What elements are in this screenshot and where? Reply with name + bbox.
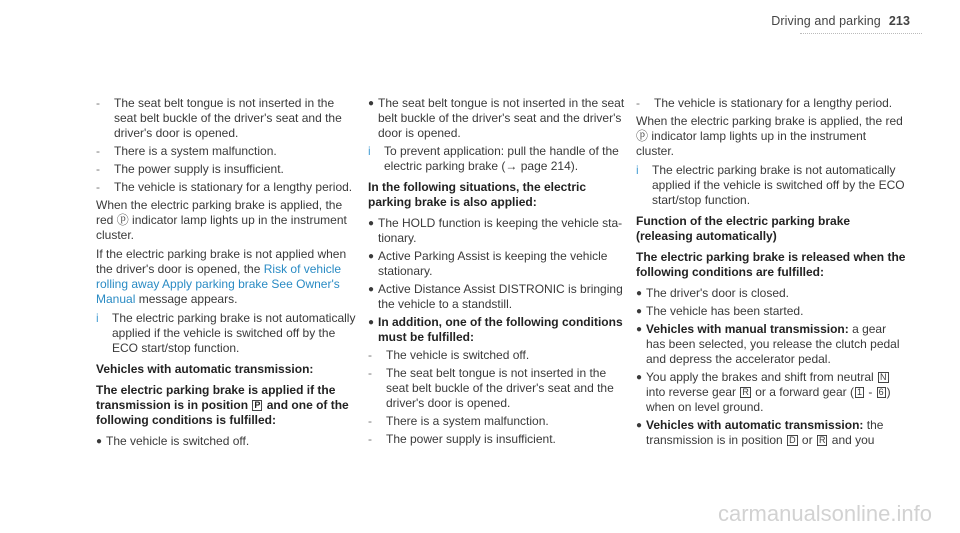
gear-r-icon: R [742, 387, 749, 397]
info-note: i The electric parking brake is not automatically applied if the vehicle is switched off by the ECO start/stop function. [636, 163, 905, 207]
paragraph: When the electric parking brake is applied, the red ⓟ indicator lamp lights up in the instrument cluster. [96, 198, 347, 242]
section-heading: Function of the electric parking brake (releasing automatically) [636, 214, 851, 243]
list-item: - The seat belt tongue is not inserted in the seat belt buckle of the driver's seat and the driver's door is opened. [96, 96, 342, 140]
list-item: - There is a system malfunction. [96, 144, 277, 158]
info-icon: i [636, 163, 639, 177]
message-link[interactable]: Risk of vehicle rolling away Apply parking brake See Owner's Manual [96, 262, 342, 306]
list-item: ● The seat belt tongue is not inserted in the seat belt buckle of the driver's seat and the driver's door is opened. [368, 96, 625, 140]
section-heading: In the following situations, the electric parking brake is also applied: [368, 180, 587, 209]
list-item: ● Vehicles with manual transmission: a gear has been selected, you release the clutch pedal and depress the accelerator pedal. [636, 322, 900, 366]
list-item: ● In addition, one of the following conditions must be fulfilled: [368, 315, 623, 344]
gear-p-icon: P [254, 400, 261, 410]
list-item: ● The driver's door is closed. [636, 286, 790, 300]
brake-lamp-icon: ⓟ [116, 213, 129, 227]
page-number: 213 [888, 14, 910, 28]
list-item: ● Active Distance Assist DISTRONIC is bringing the vehicle to a standstill. [368, 282, 623, 311]
section-heading: Vehicles with automatic transmission: [96, 362, 314, 376]
list-item: ● Active Parking Assist is keeping the vehicle stationary. [368, 249, 608, 278]
brake-lamp-icon: ⓟ [636, 129, 649, 143]
section-heading: The electric parking brake is released when the following conditions are fulfilled: [636, 250, 906, 279]
list-item: - The power supply is insufficient. [368, 432, 556, 446]
gear-d-icon: D [789, 435, 796, 445]
list-item: - The vehicle is stationary for a lengthy period. [636, 96, 893, 110]
list-item: ● The vehicle has been started. [636, 304, 804, 318]
list-item: - The vehicle is switched off. [368, 348, 530, 362]
list-item: ● Vehicles with automatic transmission: the transmission is in position D or R and you [636, 418, 884, 447]
list-item: ● The vehicle is switched off. [96, 434, 250, 448]
info-icon: i [96, 311, 99, 325]
list-item: - The seat belt tongue is not inserted in the seat belt buckle of the driver's seat and the driver's door is opened. [368, 366, 614, 410]
column-1 [96, 96, 358, 452]
gear-1-icon: 1 [856, 387, 862, 397]
list-item: ● The HOLD function is keeping the vehicle stationary. [368, 216, 623, 245]
paragraph: When the electric parking brake is applied, the red ⓟ indicator lamp lights up in the instrument cluster. [636, 114, 903, 158]
list-item: - There is a system malfunction. [368, 414, 549, 428]
watermark: carmanualsonline.info [717, 501, 932, 526]
info-icon: i [368, 144, 371, 158]
page-header [771, 14, 910, 28]
gear-n-icon: N [880, 372, 887, 382]
info-note: i The electric parking brake is not automatically applied if the vehicle is switched off by the ECO start/stop function. [96, 311, 356, 355]
gear-6-icon: 6 [878, 387, 884, 397]
info-note: i To prevent application: pull the handle of the electric parking brake (→ page 214). [368, 144, 619, 173]
section-title: Driving and parking [771, 14, 881, 28]
list-item: ● You apply the brakes and shift from neutral N into reverse gear R or a forward gear ( 1 - 6 ) when on level ground. [636, 370, 891, 414]
list-item: - The power supply is insufficient. [96, 162, 284, 176]
column-3 [636, 96, 906, 451]
list-item: - The vehicle is stationary for a lengthy period. [96, 180, 353, 194]
column-2 [368, 96, 630, 450]
paragraph: If the electric parking brake is not applied when the driver's door is opened, the Risk of vehicle rolling away Apply parking brake See Owner's Manual message appears. [96, 247, 347, 306]
section-heading: The electric parking brake is applied if the transmission is in position P and one of the following conditions is fulfilled: [96, 383, 349, 427]
header-rule [800, 33, 922, 34]
gear-r-icon: R [818, 435, 826, 445]
